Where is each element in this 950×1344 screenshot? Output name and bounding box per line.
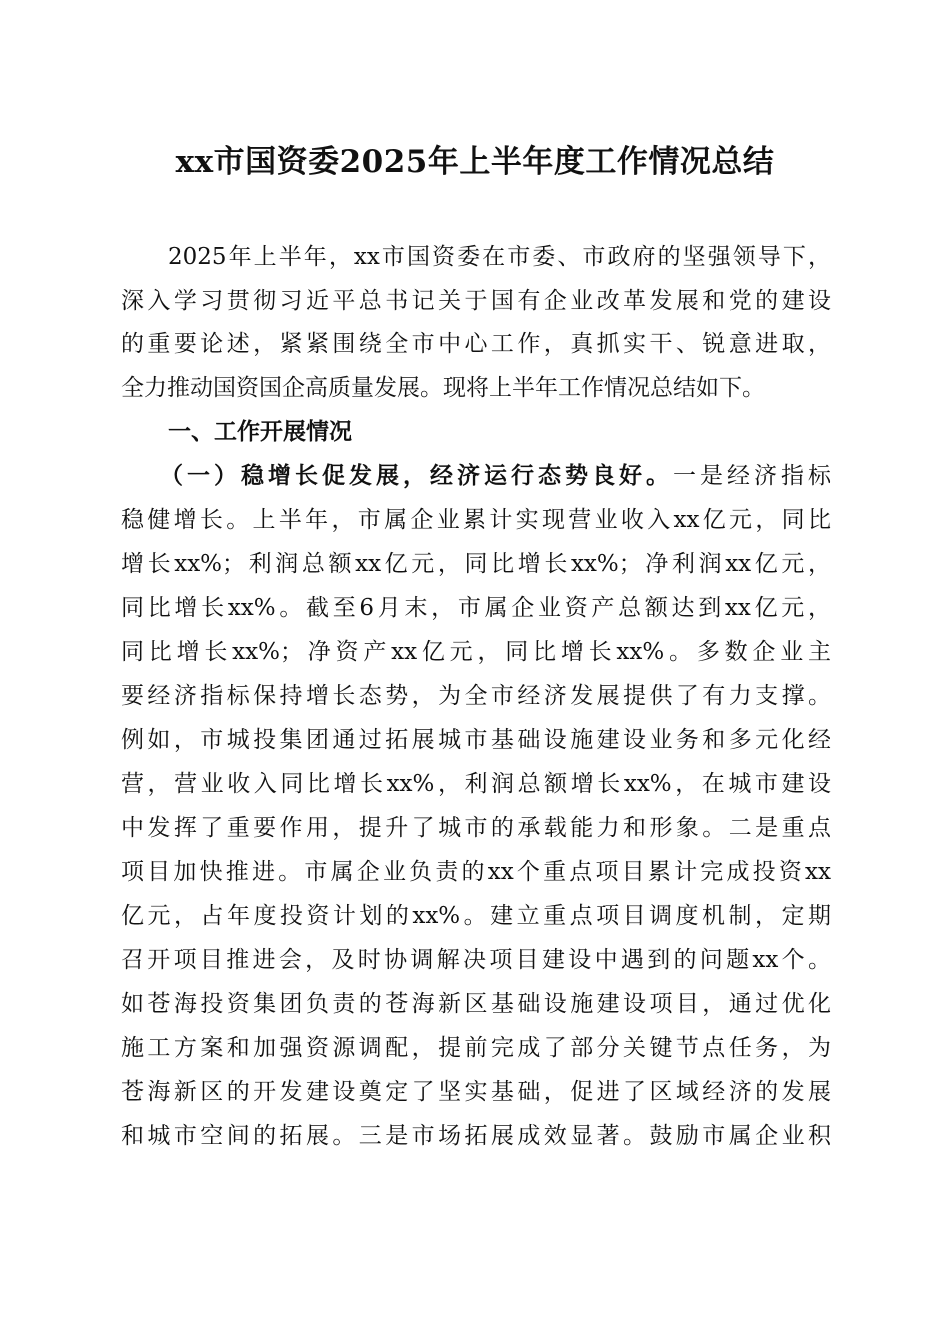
- intro-line-3: 的重要论述，紧紧围绕全市中心工作，真抓实干、锐意进取，: [121, 331, 831, 357]
- document-title: xx市国资委2025年上半年度工作情况总结: [175, 144, 775, 180]
- subsection-1-first-line-rest: 一是经济指标: [673, 463, 831, 489]
- intro-line-1: 2025年上半年，xx市国资委在市委、市政府的坚强领导下，: [168, 244, 831, 270]
- body-line: 施工方案和加强资源调配，提前完成了部分关键节点任务，为: [121, 1035, 831, 1061]
- section-heading-1: 一、工作开展情况: [168, 419, 352, 445]
- body-line: 增长xx%；利润总额xx亿元，同比增长xx%；净利润xx亿元，: [121, 551, 831, 577]
- body-line: 亿元，占年度投资计划的xx%。建立重点项目调度机制，定期: [121, 903, 831, 929]
- body-line: 稳健增长。上半年，市属企业累计实现营业收入xx亿元，同比: [121, 507, 831, 533]
- body-line: 苍海新区的开发建设奠定了坚实基础，促进了区域经济的发展: [121, 1079, 831, 1105]
- subsection-1-heading: （一）稳增长促发展，经济运行态势良好。: [160, 462, 673, 489]
- body-line: 同比增长xx%。截至6月末，市属企业资产总额达到xx亿元，: [121, 595, 831, 621]
- intro-line-4: 全力推动国资国企高质量发展。现将上半年工作情况总结如下。: [121, 375, 765, 401]
- body-line: 和城市空间的拓展。三是市场拓展成效显著。鼓励市属企业积: [121, 1123, 831, 1149]
- body-line: 营，营业收入同比增长xx%，利润总额增长xx%，在城市建设: [121, 771, 831, 797]
- body-line: 项目加快推进。市属企业负责的xx个重点项目累计完成投资xx: [121, 859, 831, 885]
- body-line: 要经济指标保持增长态势，为全市经济发展提供了有力支撑。: [121, 683, 831, 709]
- subsection-1-first-line: [160, 454, 831, 498]
- body-line: 同比增长xx%；净资产xx亿元，同比增长xx%。多数企业主: [121, 639, 831, 665]
- body-line: 例如，市城投集团通过拓展城市基础设施建设业务和多元化经: [121, 727, 831, 753]
- intro-line-2: 深入学习贯彻习近平总书记关于国有企业改革发展和党的建设: [121, 288, 831, 314]
- body-line: 召开项目推进会，及时协调解决项目建设中遇到的问题xx个。: [121, 947, 831, 973]
- body-line: 中发挥了重要作用，提升了城市的承载能力和形象。二是重点: [121, 815, 831, 841]
- body-line: 如苍海投资集团负责的苍海新区基础设施建设项目，通过优化: [121, 991, 831, 1017]
